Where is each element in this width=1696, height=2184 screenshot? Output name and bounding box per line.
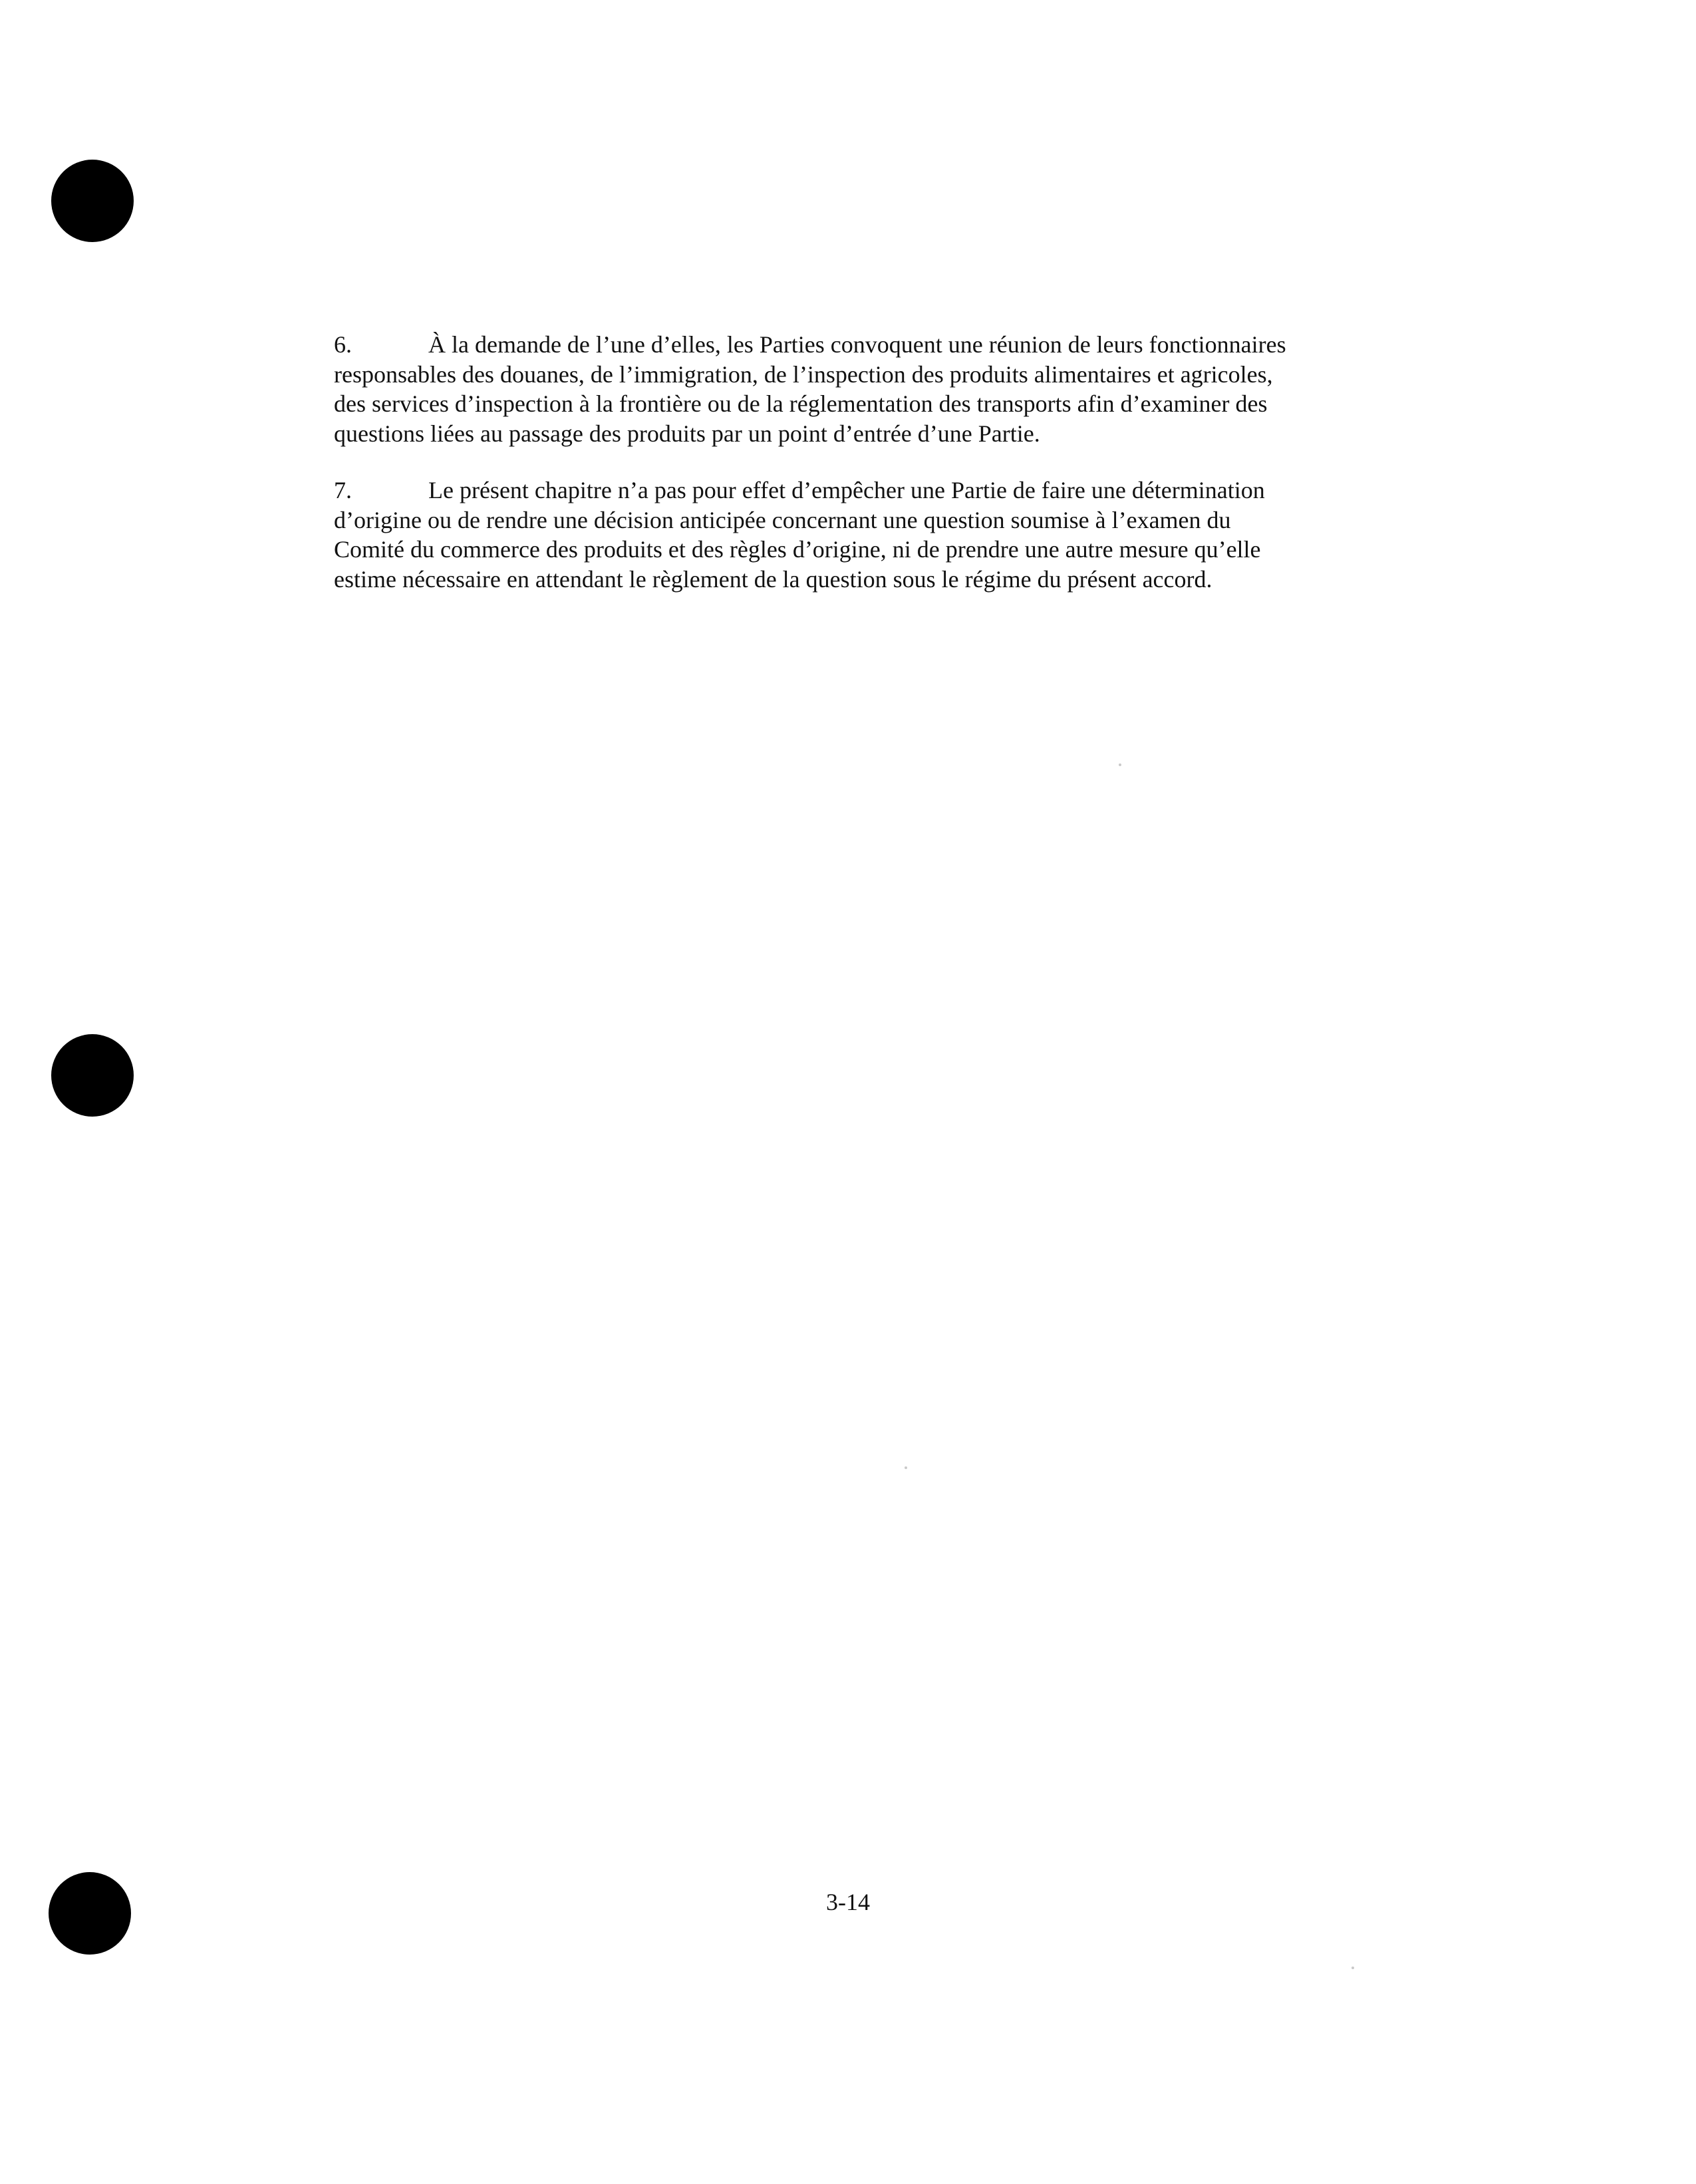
punch-hole-middle bbox=[51, 1034, 134, 1117]
scan-speck bbox=[1119, 763, 1121, 766]
punch-hole-top bbox=[51, 160, 134, 242]
paragraph-line: responsables des douanes, de l’immigration, de l’inspection des produits alimentaires et agricoles, bbox=[334, 360, 1273, 388]
paragraph-line: Comité du commerce des produits et des règles d’origine, ni de prendre une autre mesure qu’elle bbox=[334, 536, 1261, 563]
paragraph-number: 7. bbox=[334, 477, 352, 503]
paragraph-line: d’origine ou de rendre une décision anticipée concernant une question soumise à l’examen du bbox=[334, 506, 1231, 533]
paragraph-line bbox=[334, 476, 1371, 505]
paragraph-6 bbox=[334, 330, 1371, 448]
paragraph-line: des services d’inspection à la frontière ou de la réglementation des transports afin d’examiner des bbox=[334, 390, 1268, 417]
paragraph-line bbox=[334, 330, 1371, 360]
paragraph-text: Le présent chapitre n’a pas pour effet d’empêcher une Partie de faire une détermination bbox=[428, 477, 1265, 503]
page-number: 3-14 bbox=[826, 1889, 870, 1915]
scan-speck bbox=[1351, 1967, 1354, 1969]
paragraph-text: À la demande de l’une d’elles, les Parties convoquent une réunion de leurs fonctionnaires bbox=[428, 331, 1286, 358]
paragraph-line: estime nécessaire en attendant le règlement de la question sous le régime du présent accord. bbox=[334, 565, 1212, 593]
paragraph-line: questions liées au passage des produits par un point d’entrée d’une Partie. bbox=[334, 420, 1040, 447]
scan-speck bbox=[905, 1466, 907, 1469]
paragraph-number: 6. bbox=[334, 331, 352, 358]
paragraph-7 bbox=[334, 476, 1371, 594]
